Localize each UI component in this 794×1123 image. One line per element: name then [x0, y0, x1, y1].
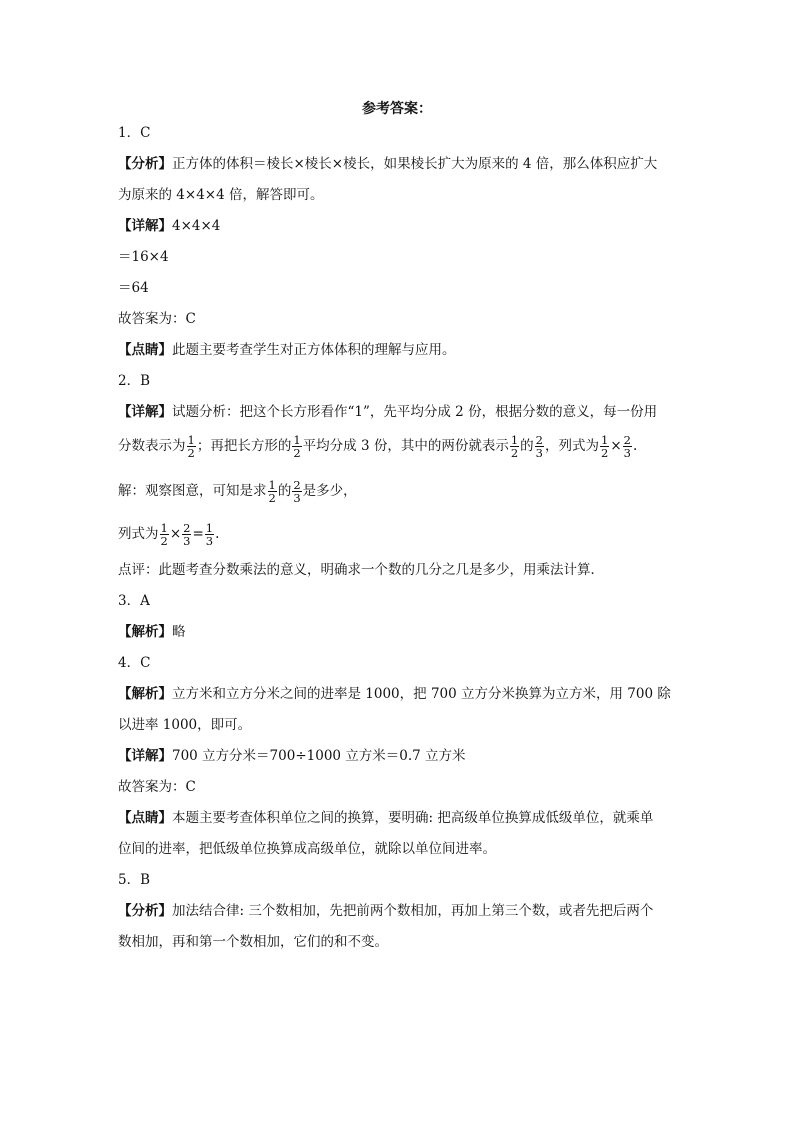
q5-analysis-line-1: 【分析】加法结合律: 三个数相加，先把前两个数相加，再加上第三个数，或者先把后两个 [118, 903, 654, 919]
analysis-tag: 【解析】 [118, 686, 172, 702]
q2-detail-line-2: 分数表示为 $\frac{1}{2}$ ；再把长方形的 $\frac{1}{2}$ 平均分成 3 份，其中的两份就表示 $\frac{1}{2}$ 的 $\frac{2}{3}$ ，列式为 $\frac{1}{2}$ × $\frac{2}{3}$ . [118, 433, 638, 460]
q2-detail-line-1: 【详解】试题分析：把这个长方形看作“1”，先平均分成 2 份，根据分数的意义，每一份用 [118, 404, 658, 420]
detail-tag: 【详解】 [118, 748, 172, 764]
q1-analysis-line-1: 【分析】正方体的体积＝棱长×棱长×棱长，如果棱长扩大为原来的 4 倍，那么体积应扩大 [118, 156, 658, 172]
q1-detail-line-2: ＝16×4 [118, 249, 169, 265]
q2-comment: 点评：此题考查分数乘法的意义，明确求一个数的几分之几是多少，用乘法计算． [118, 562, 604, 578]
fraction-one-half: $\frac{1}{2}$ [160, 521, 168, 548]
analysis-tag: 【分析】 [118, 156, 172, 172]
q4-header: 4．C [118, 655, 151, 671]
q5-header: 5．B [118, 872, 151, 888]
fraction-two-thirds: $\frac{2}{3}$ [535, 433, 543, 460]
fraction-one-half: $\frac{1}{2}$ [600, 433, 609, 460]
detail-tag: 【详解】 [118, 404, 172, 420]
fraction-one-half: $\frac{1}{2}$ [187, 433, 195, 460]
fraction-two-thirds: $\frac{2}{3}$ [623, 433, 631, 460]
comment-tag: 【点睛】 [118, 810, 172, 826]
q4-comment-line-1: 【点睛】本题主要考查体积单位之间的换算，要明确: 把高级单位换算成低级单位，就乘单 [118, 810, 654, 826]
analysis-tag: 【分析】 [118, 903, 172, 919]
fraction-two-thirds: $\frac{2}{3}$ [293, 478, 301, 505]
q1-detail-line-3: ＝64 [118, 280, 149, 296]
q4-analysis-line-2: 以进率 1000，即可。 [118, 717, 252, 733]
q2-solution-line: 解：观察图意，可知是求 $\frac{1}{2}$ 的 $\frac{2}{3}$ 是多少， [118, 478, 357, 505]
q4-analysis-line-1: 【解析】立方米和立方分米之间的进率是 1000，把 700 立方分米换算为立方米，用 700 除 [118, 686, 671, 702]
q5-analysis-line-2: 数相加，再和第一个数相加，它们的和不变。 [118, 934, 388, 950]
q1-comment: 【点睛】此题主要考查学生对正方体体积的理解与应用。 [118, 342, 456, 358]
q1-detail-line-1: 【详解】4×4×4 [118, 218, 221, 234]
q2-header: 2．B [118, 373, 151, 389]
q1-answer: 故答案为：C [118, 311, 196, 327]
fraction-one-half: $\frac{1}{2}$ [268, 478, 276, 505]
detail-tag: 【详解】 [118, 218, 172, 234]
q3-header: 3．A [118, 593, 150, 609]
q4-answer: 故答案为：C [118, 779, 196, 795]
q2-formula-line: 列式为 $\frac{1}{2}$ × $\frac{2}{3}$ = $\frac{1}{3}$ . [118, 521, 220, 548]
analysis-tag: 【解析】 [118, 624, 172, 640]
fraction-one-third: $\frac{1}{3}$ [205, 521, 214, 548]
q4-detail: 【详解】700 立方分米＝700÷1000 立方米＝0.7 立方米 [118, 748, 466, 764]
page-title: 参考答案： [362, 101, 432, 117]
q1-header: 1．C [118, 125, 151, 141]
fraction-one-half: $\frac{1}{2}$ [293, 433, 301, 460]
fraction-one-half: $\frac{1}{2}$ [510, 433, 519, 460]
q3-analysis: 【解析】略 [118, 624, 186, 640]
comment-tag: 【点睛】 [118, 342, 172, 358]
fraction-two-thirds: $\frac{2}{3}$ [183, 521, 191, 548]
q1-analysis-line-2: 为原来的 4×4×4 倍，解答即可。 [118, 187, 324, 203]
q4-comment-line-2: 位间的进率，把低级单位换算成高级单位，就除以单位间进率。 [118, 841, 496, 857]
